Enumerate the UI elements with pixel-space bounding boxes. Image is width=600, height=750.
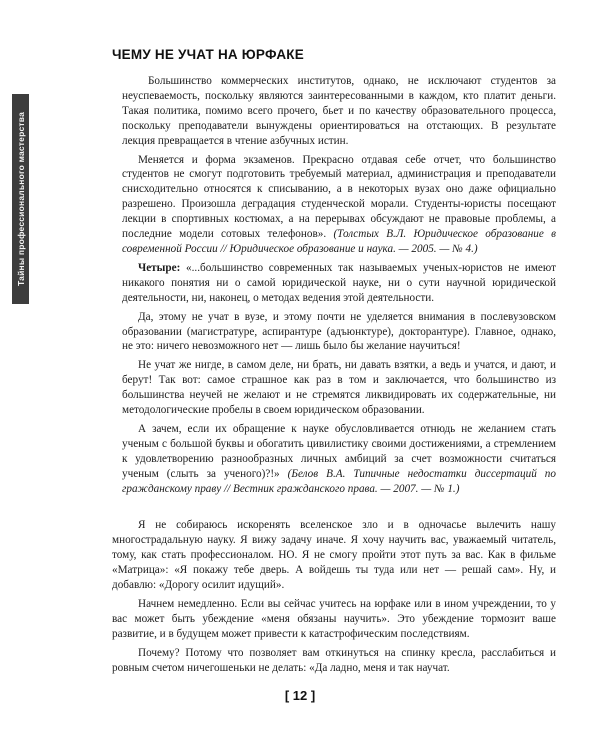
quote-paragraph-4: Да, этому не учат в вузе, и этому почти не уделяется внимания в послевузовском образовании (магистратуре, аспирантуре (адъюнктуре), докторантуре). Главное, однако, не это: ничего невозможного нет — лишь было бы желание научиться! [122,310,556,353]
quote-paragraph-6: А зачем, если их обращение к науке обусловливается отнюдь не желанием стать ученым с большой буквы и обогатить цивилистику своими достижениями, а стремлением к удовлетворению разнообразных личных амбиций за счет возможности считаться ученым (слыть за ученого)?!» (Белов В.А. Типичные недостатки диссертаций по гражданскому праву // Вестник гражданского права. — 2007. — № 1.) [122,422,556,495]
side-section-label: Тайны профессионального мастерства [15,111,26,287]
quote-block [112,74,556,496]
quote-citation-1: (Толстых В.Л. Юридическое образование в современной России // Юридическое образование и наука. — 2005. — № 4.) [122,228,556,255]
body-paragraph-2: Начнем немедленно. Если вы сейчас учитесь на юрфаке или в ином учреждении, то у вас может быть убеждение «меня обязаны научить». Это убеждение тормозит ваше развитие, и в будущем может привести к катастрофическим последствиям. [112,598,556,640]
quote-citation-2: (Белов В.А. Типичные недостатки диссертаций по гражданскому праву // Вестник гражданского права. — 2007. — № 1.) [122,467,556,495]
main-text-block [112,518,556,675]
quote-paragraph-5: Не учат же нигде, в самом деле, ни брать, ни давать взятки, а ведь и учатся, и дают, и берут! Так вот: самое страшное как раз в том и заключается, что большинство из большинства неучей не желают и не стремятся ликвидировать их содержательные, ни методологические пробелы в своем юридическом образовании. [122,359,556,417]
body-paragraph-3: Почему? Потому что позволяет вам откинуться на спинку кресла, расслабиться и ровным счетом ничегошеньки не делать: «Да ладно, меня и так научат. [112,646,556,674]
quote-paragraph-3: Четыре: «...большинство современных так называемых ученых-юристов не имеют никакого понятия ни о самой юридической науке, ни о сути научной юридической деятельности, ни, наконец, о методах ведения этой деятельности. [122,261,556,304]
page-number: [ 12 ] [284,688,316,703]
quote-label-four: Четыре: [138,261,181,274]
body-paragraph-1: Я не собираюсь искоренять вселенское зло и в одночасье вылечить нашу многострадальную науку. Я вижу задачу иначе. Я хочу научить вас, уважаемый читатель, тому, как стать профессионалом. НО. Я не смогу пройти этот путь за вас. Как в фильме «Матрица»: «Я покажу тебе дверь. А войдешь ты туда или нет — решай сам». Ну, и добавлю: «Дорогу осилит идущий». [112,519,556,592]
section-spacer [112,500,556,518]
quote-paragraph-1: Большинство коммерческих институтов, однако, не исключают студентов за неуспеваемость, поскольку являются заинтересованными в каждом, кто платит деньги. Такая политика, помимо всего прочего, бьет и по качеству образовательного процесса, поскольку преподаватели вынуждены ориентироваться на отстающих. В результате лекция превращается в чтение азбучных истин. [122,75,556,147]
page-title: ЧЕМУ НЕ УЧАТ НА ЮРФАКЕ [112,47,304,62]
quote-paragraph-2: Меняется и форма экзаменов. Прекрасно отдавая себе отчет, что большинство студентов не смогут подготовить требуемый материал, администрация и преподаватели снисходительно относятся к списыванию, а в некоторых вузах оно даже официально разрешено. Произошла деградация студенческой морали. Студенты-юристы посещают лекции в спортивных костюмах, а на перерывах обсуждают не правовые проблемы, а последние модели сотовых телефонов». (Толстых В.Л. Юридическое образование в современной России // Юридическое образование и наука. — 2005. — № 4.) [122,153,556,255]
page-content [112,74,556,680]
side-section-tab [12,94,29,304]
